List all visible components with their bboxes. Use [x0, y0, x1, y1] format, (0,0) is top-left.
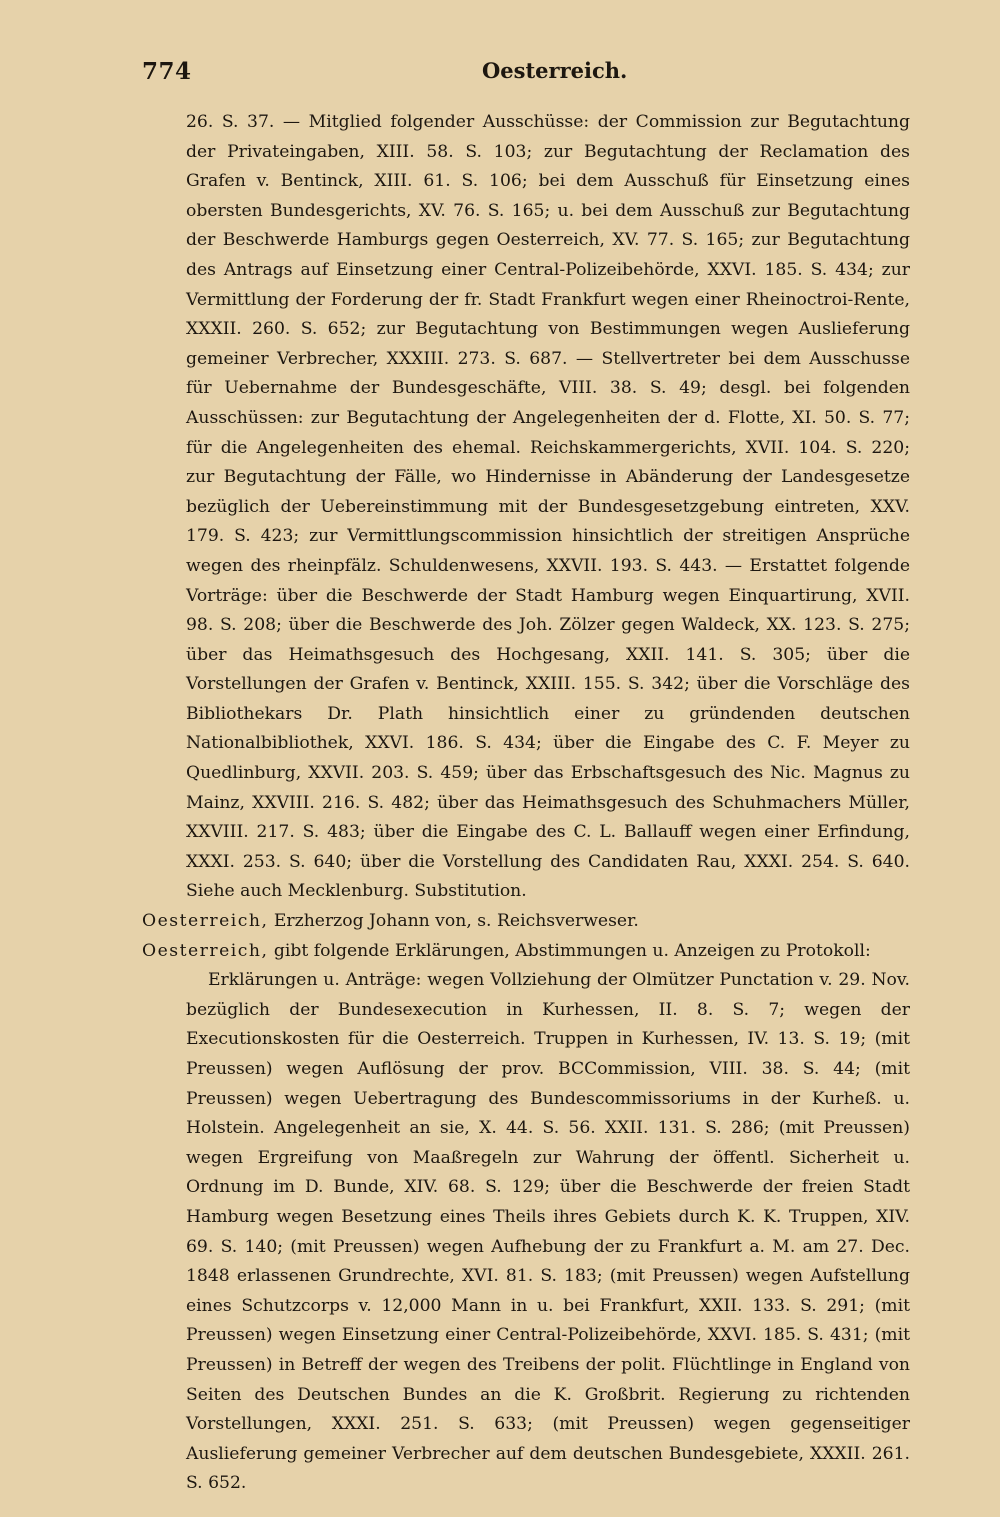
page-header	[140, 58, 910, 94]
entry-oesterreich-erklaerungen	[142, 937, 910, 967]
entry-erklaerungen-antraege	[142, 966, 910, 1499]
running-title: Oesterreich.	[482, 58, 628, 83]
page-number: 774	[142, 58, 192, 85]
entry-text: 26. S. 37. — Mitglied folgender Ausschüsse: der Commission zur Begutachtung der Privateingaben, XIII. 58. S. 103; zur Begutachtung der Reclamation des Grafen v. Bentinck, XIII. 61. S. 106; bei dem Ausschuß für Einsetzung eines obersten Bundesgerichts, XV. 76. S. 165; u. bei dem Ausschuß zur Begutachtung der Beschwerde Hamburgs gegen Oesterreich, XV. 77. S. 165; zur Begutachtung des Antrags auf Einsetzung einer Central-Polizeibehörde, XXVI. 185. S. 434; zur Vermittlung der Forderung der fr. Stadt Frankfurt wegen einer Rheinoctroi-Rente, XXXII. 260. S. 652; zur Begutachtung von Bestimmungen wegen Auslieferung gemeiner Verbrecher, XXXIII. 273. S. 687. — Stellvertreter bei dem Ausschusse für Uebernahme der Bundesgeschäfte, VIII. 38. S. 49; desgl. bei folgenden Ausschüssen: zur Begutachtung der Angelegenheiten der d. Flotte, XI. 50. S. 77; für die Angelegenheiten des ehemal. Reichskammergerichts, XVII. 104. S. 220; zur Begutachtung der Fälle, wo Hindernisse in Abänderung der Landesgesetze bezüglich der Uebereinstimmung mit der Bundesgesetzgebung eintreten, XXV. 179. S. 423; zur Vermittlungscommission hinsichtlich der streitigen Ansprüche wegen des rheinpfälz. Schuldenwesens, XXVII. 193. S. 443. — Erstattet folgende Vorträge: über die Beschwerde der Stadt Hamburg wegen Einquartirung, XVII. 98. S. 208; über die Beschwerde des Joh. Zölzer gegen Waldeck, XX. 123. S. 275; über das Heimathsgesuch des Hochgesang, XXII. 141. S. 305; über die Vorstellungen der Grafen v. Bentinck, XXIII. 155. S. 342; über die Vorschläge des Bibliothekars Dr. Plath hinsichtlich einer zu gründenden deutschen Nationalbibliothek, XXVI. 186. S. 434; über die Eingabe des C. F. Meyer zu Quedlinburg, XXVII. 203. S. 459; über das Erbschaftsgesuch des Nic. Magnus zu Mainz, XXVIII. 216. S. 482; über das Heimathsgesuch des Schuhmachers Müller, XXVIII. 217. S. 483; über die Eingabe des C. L. Ballauff wegen einer Erfindung, XXXI. 253. S. 640; über die Vorstellung des Candidaten Rau, XXXI. 254. S. 640. Siehe auch Mecklenburg. Substitution.	[186, 112, 910, 902]
page-body	[142, 108, 910, 1499]
entry-text: gibt folgende Erklärungen, Abstimmungen u. Anzeigen zu Protokoll:	[268, 940, 871, 961]
entry-lemma: Oesterreich,	[142, 940, 269, 961]
entry-oesterreich-erzherzog	[142, 907, 910, 937]
entry-text: Erzherzog Johann von, s. Reichsverweser.	[268, 911, 639, 932]
entry-lemma: Oesterreich,	[142, 911, 269, 932]
entry-text: Erklärungen u. Anträge: wegen Vollziehung der Olmützer Punctation v. 29. Nov. bezüglich der Bundesexecution in Kurhessen, II. 8. S. 7; wegen der Executionskosten für die Oesterreich. Truppen in Kurhessen, IV. 13. S. 19; (mit Preussen) wegen Auflösung der prov. BCCommission, VIII. 38. S. 44; (mit Preussen) wegen Uebertragung des Bundescommissoriums in der Kurheß. u. Holstein. Angelegenheit an sie, X. 44. S. 56. XXII. 131. S. 286; (mit Preussen) wegen Ergreifung von Maaßregeln zur Wahrung der öffentl. Sicherheit u. Ordnung im D. Bunde, XIV. 68. S. 129; über die Beschwerde der freien Stadt Hamburg wegen Besetzung eines Theils ihres Gebiets durch K. K. Truppen, XIV. 69. S. 140; (mit Preussen) wegen Aufhebung der zu Frankfurt a. M. am 27. Dec. 1848 erlassenen Grundrechte, XVI. 81. S. 183; (mit Preussen) wegen Aufstellung eines Schutzcorps v. 12,000 Mann in u. bei Frankfurt, XXII. 133. S. 291; (mit Preussen) wegen Einsetzung einer Central-Polizeibehörde, XXVI. 185. S. 431; (mit Preussen) in Betreff der wegen des Treibens der polit. Flüchtlinge in England von Seiten des Deutschen Bundes an die K. Großbrit. Regierung zu richtenden Vorstellungen, XXXI. 251. S. 633; (mit Preussen) wegen gegenseitiger Auslieferung gemeiner Verbrecher auf dem deutschen Bundesgebiete, XXXII. 261. S. 652.	[186, 970, 910, 1494]
entry-continuation	[142, 108, 910, 907]
